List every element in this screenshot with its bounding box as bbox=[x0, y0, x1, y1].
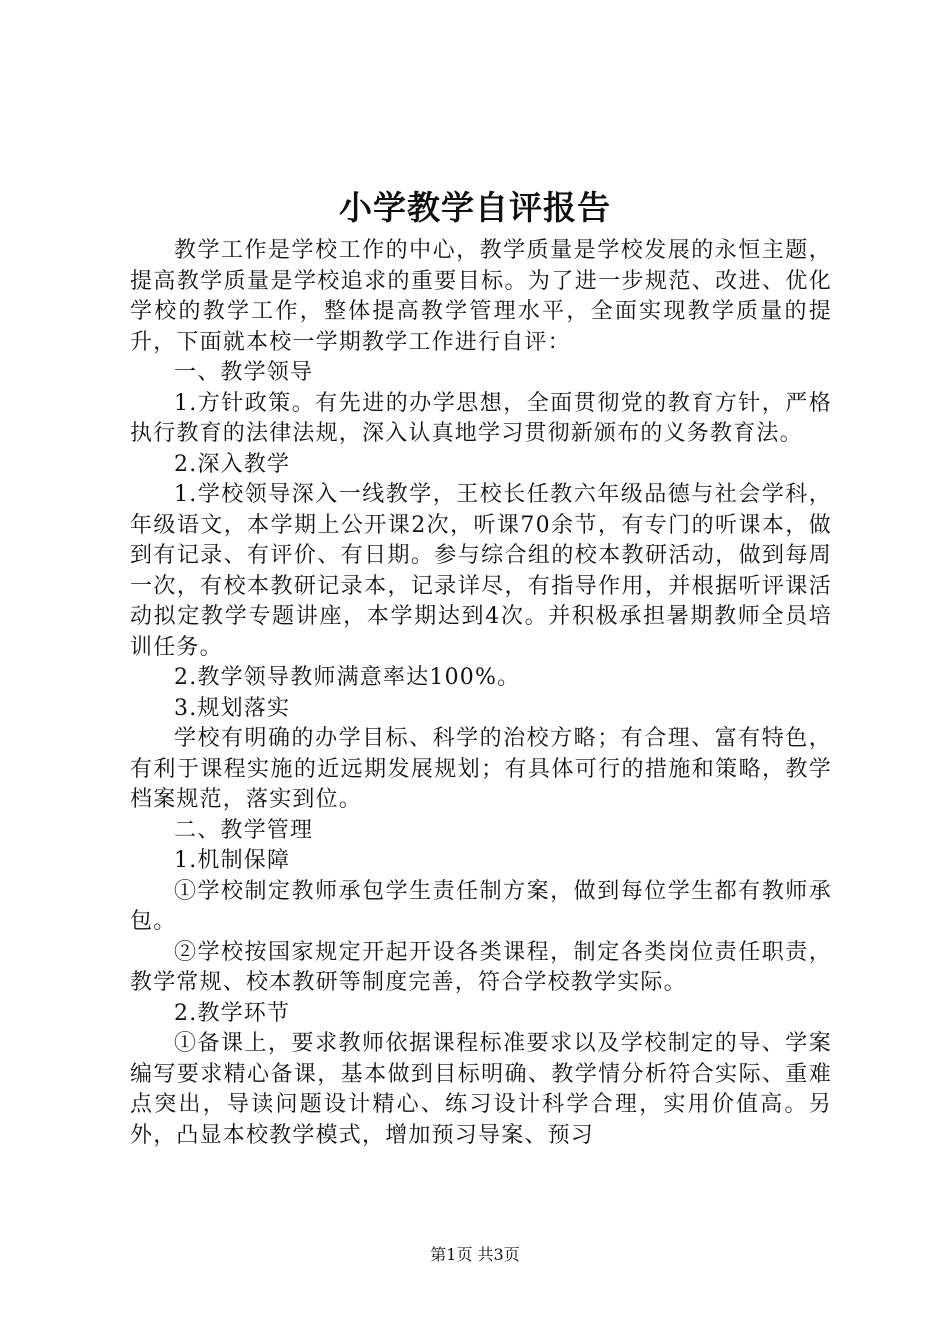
paragraph-intro: 教学工作是学校工作的中心，教学质量是学校发展的永恒主题，提高教学质量是学校追求的重要目标。为了进一步规范、改进、优化学校的教学工作，整体提高教学管理水平，全面实现教学质量的提升，下面就本校一学期教学工作进行自评： bbox=[130, 238, 832, 355]
paragraph-satisfaction: 2.教学领导教师满意率达100%。 bbox=[174, 665, 521, 690]
heading-teaching-management: 二、教学管理 bbox=[174, 817, 314, 843]
subheading-mechanism: 1.机制保障 bbox=[174, 848, 291, 873]
document-body bbox=[130, 236, 832, 1151]
subheading-planning: 3.规划落实 bbox=[174, 695, 291, 721]
heading-teaching-leadership: 一、教学领导 bbox=[174, 360, 314, 385]
paragraph-leader-teaching: 1.学校领导深入一线教学，王校长任教六年级品德与社会学科，年级语文，本学期上公开课2次，听课70余节，有专门的听课本，做到有记录、有评价、有日期。参与综合组的校本教研活动，做到每周一次，有校本教研记录本，记录详尽，有指导作用，并根据听评课活动拟定教学专题讲座，本学期达到4次。并积极承担暑期教师全员培训任务。 bbox=[130, 482, 832, 660]
paragraph-lesson-prep: ①备课上，要求教师依据课程标准要求以及学校制定的导、学案编写要求精心备课，基本做到目标明确、教学情分析符合实际、重难点突出，导读问题设计精心、练习设计科学合理，实用价值高。另外，凸显本校教学模式，增加预习导案、预习 bbox=[130, 1031, 832, 1148]
subheading-in-depth-teaching: 2.深入教学 bbox=[174, 451, 291, 477]
paragraph-planning: 学校有明确的办学目标、科学的治校方略；有合理、富有特色，有利于课程实施的近远期发展规划；有具体可行的措施和策略，教学档案规范，落实到位。 bbox=[130, 726, 832, 812]
subheading-teaching-process: 2.教学环节 bbox=[174, 1000, 291, 1026]
paragraph-mechanism-2: ②学校按国家规定开起开设各类课程，制定各类岗位责任职责，教学常规、校本教研等制度完善，符合学校教学实际。 bbox=[130, 939, 832, 995]
document-title: 小学教学自评报告 bbox=[339, 188, 611, 227]
page-number: 第1页 共3页 bbox=[430, 1245, 520, 1264]
paragraph-mechanism-1: ①学校制定教师承包学生责任制方案，做到每位学生都有教师承包。 bbox=[130, 878, 832, 934]
paragraph-policy: 1.方针政策。有先进的办学思想，全面贯彻党的教育方针，严格执行教育的法律法规，深入认真地学习贯彻新颁布的义务教育法。 bbox=[130, 390, 832, 446]
